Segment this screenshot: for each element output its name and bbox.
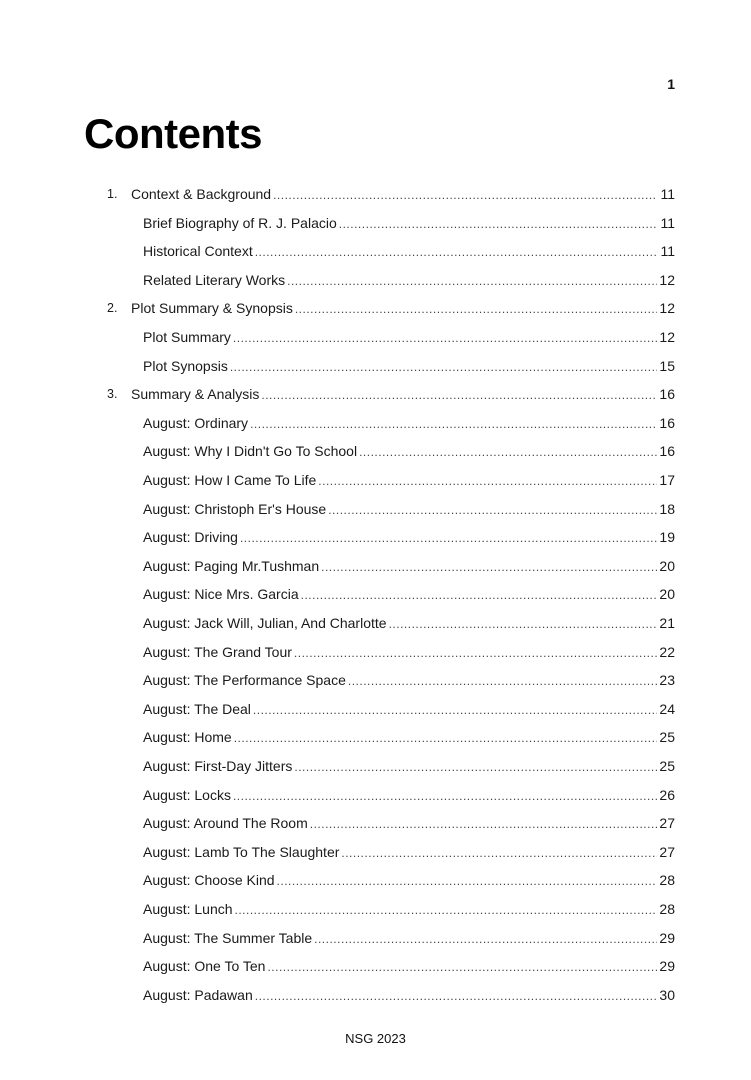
dot-leader (328, 496, 657, 524)
toc-entry[interactable] (0, 838, 751, 866)
dot-leader (339, 210, 657, 238)
dot-leader (341, 839, 657, 867)
toc-entry-label[interactable]: August: Lamb To The Slaughter (143, 843, 340, 860)
toc-entry[interactable] (0, 380, 751, 408)
dot-leader (301, 581, 657, 609)
toc-entry-page[interactable]: 20 (659, 557, 675, 574)
toc-entry-page[interactable]: 16 (659, 443, 675, 460)
toc-entry-page[interactable]: 18 (659, 500, 675, 517)
toc-entry[interactable] (0, 924, 751, 952)
toc-entry-label[interactable]: Plot Synopsis (143, 357, 228, 374)
toc-entry-line (143, 723, 675, 752)
toc-entry-page[interactable]: 15 (659, 357, 675, 374)
toc-entry-page[interactable]: 12 (659, 329, 675, 345)
dot-leader (389, 610, 657, 638)
dot-leader (294, 639, 657, 667)
toc-entry-page[interactable]: 22 (659, 643, 675, 660)
toc-entry-label[interactable]: August: Lunch (143, 901, 233, 917)
toc-entry-line (143, 809, 675, 838)
page-footer: NSG 2023 (345, 1031, 406, 1046)
toc-entry-label[interactable]: Context & Background (131, 186, 272, 202)
toc-entry-line (143, 952, 675, 981)
toc-entry-page[interactable]: 24 (659, 700, 675, 717)
toc-entry-label[interactable]: August: Why I Didn't Go To School (143, 443, 358, 460)
toc-entry[interactable] (0, 237, 751, 265)
toc-entry-label[interactable]: August: First-Day Jitters (143, 758, 293, 774)
toc-entry[interactable] (0, 752, 751, 780)
dot-leader (294, 753, 657, 781)
toc-entry[interactable] (0, 666, 751, 694)
toc-entry-page[interactable]: 27 (659, 843, 675, 860)
toc-entry-line (143, 666, 675, 695)
toc-entry-line (143, 552, 675, 581)
toc-entry-label[interactable]: August: Locks (143, 786, 231, 803)
toc-entry-line (131, 294, 675, 323)
dot-leader (233, 324, 657, 352)
toc-entry-line (143, 352, 675, 381)
toc-entry[interactable] (0, 809, 751, 837)
toc-entry-line (143, 895, 675, 924)
toc-entry-line (143, 323, 675, 352)
toc-entry-label[interactable]: Summary & Analysis (131, 386, 260, 403)
toc-entry-page[interactable]: 16 (659, 386, 675, 403)
toc-entry-page[interactable]: 25 (659, 758, 675, 774)
toc-entry-line (143, 924, 675, 953)
toc-entry-page[interactable]: 28 (659, 901, 675, 917)
dot-leader (359, 438, 657, 466)
toc-entry[interactable] (0, 209, 751, 237)
toc-entry[interactable] (0, 523, 751, 551)
toc-entry[interactable] (0, 580, 751, 608)
toc-entry-label[interactable]: August: Jack Will, Julian, And Charlotte (143, 615, 387, 631)
toc-entry-number: 3. (107, 387, 118, 402)
toc-entry-page[interactable]: 21 (659, 615, 675, 631)
toc-entry[interactable] (0, 495, 751, 523)
toc-entry-line (143, 609, 675, 638)
toc-entry-label[interactable]: August: The Performance Space (143, 672, 346, 689)
dot-leader (230, 353, 657, 381)
toc-entry-page[interactable]: 11 (660, 243, 675, 260)
toc-entry-number: 2. (107, 301, 118, 316)
dot-leader (321, 553, 657, 581)
toc-entry-label[interactable]: August: Paging Mr.Tushman (143, 557, 320, 574)
toc-entry-page[interactable]: 20 (659, 586, 675, 603)
toc-entry-label[interactable]: Plot Summary & Synopsis (131, 300, 293, 317)
toc-entry-label[interactable]: August: Choose Kind (143, 872, 275, 889)
toc-entry-page[interactable]: 11 (660, 186, 675, 202)
toc-entry-line (143, 981, 675, 1010)
toc-entry[interactable] (0, 781, 751, 809)
toc-entry-label[interactable]: Plot Summary (143, 329, 231, 345)
toc-entry[interactable] (0, 266, 751, 294)
toc-entry-label[interactable]: August: The Deal (143, 700, 251, 717)
toc-entry-page[interactable]: 11 (660, 214, 675, 231)
toc-entry[interactable] (0, 466, 751, 494)
toc-entry-line (131, 380, 675, 409)
toc-entry-line (143, 580, 675, 609)
toc-entry-page[interactable]: 25 (659, 729, 675, 746)
toc-entry-label[interactable]: August: Padawan (143, 986, 253, 1003)
toc-entry[interactable] (0, 895, 751, 923)
toc-entry[interactable] (0, 437, 751, 465)
toc-entry-line (131, 180, 675, 209)
toc-entry-line (143, 695, 675, 724)
dot-leader (240, 524, 657, 552)
dot-leader (295, 295, 657, 323)
dot-leader (267, 953, 657, 981)
toc-entry-label[interactable]: Brief Biography of R. J. Palacio (143, 214, 337, 231)
dot-leader (233, 782, 657, 810)
toc-entry-line (143, 838, 675, 867)
page-title: Contents (84, 110, 262, 157)
toc-entry-page[interactable]: 12 (659, 271, 675, 288)
toc-entry-page[interactable]: 27 (659, 815, 675, 832)
toc-entry-page[interactable]: 29 (659, 958, 675, 975)
toc-entry[interactable] (0, 180, 751, 208)
toc-entry-line (143, 781, 675, 810)
page-number: 1 (667, 76, 675, 92)
toc-entry-label[interactable]: August: Driving (143, 529, 238, 546)
dot-leader (318, 467, 657, 495)
toc-entry-page[interactable]: 17 (659, 472, 675, 488)
toc-entry-page[interactable]: 29 (659, 929, 675, 946)
toc-entry-label[interactable]: August: Christoph Er's House (143, 500, 327, 517)
dot-leader (348, 667, 657, 695)
toc-entry-label[interactable]: Related Literary Works (143, 271, 286, 288)
toc-entry-label[interactable]: August: Nice Mrs. Garcia (143, 586, 299, 603)
toc-entry-label[interactable]: Historical Context (143, 243, 253, 260)
toc-entry-line (143, 266, 675, 295)
toc-entry[interactable] (0, 609, 751, 637)
toc-entry[interactable] (0, 409, 751, 437)
toc-entry[interactable] (0, 294, 751, 322)
toc-entry[interactable] (0, 952, 751, 980)
toc-entry-label[interactable]: August: How I Came To Life (143, 472, 317, 488)
toc-entry-line (143, 866, 675, 895)
toc-entry[interactable] (0, 352, 751, 380)
toc-entry-page[interactable]: 19 (659, 529, 675, 546)
dot-leader (273, 181, 657, 209)
toc-entry-line (143, 523, 675, 552)
toc-entry-line (143, 752, 675, 781)
dot-leader (310, 810, 657, 838)
toc-entry-label[interactable]: August: The Grand Tour (143, 643, 292, 660)
toc-entry-page[interactable]: 12 (659, 300, 675, 317)
dot-leader (255, 238, 657, 266)
dot-leader (277, 867, 657, 895)
toc-entry-label[interactable]: August: Around The Room (143, 815, 308, 832)
toc-entry-page[interactable]: 28 (659, 872, 675, 889)
toc-entry-line (143, 237, 675, 266)
toc-entry-label[interactable]: August: Ordinary (143, 414, 249, 431)
toc-entry-line (143, 495, 675, 524)
toc-entry-line (143, 437, 675, 466)
dot-leader (253, 696, 657, 724)
toc-entry-page[interactable]: 16 (659, 414, 675, 431)
toc-entry-page[interactable]: 23 (659, 672, 675, 689)
dot-leader (250, 410, 657, 438)
toc-entry[interactable] (0, 323, 751, 351)
toc-entry-line (143, 409, 675, 438)
toc-entry-page[interactable]: 26 (659, 786, 675, 803)
toc-entry-page[interactable]: 30 (659, 986, 675, 1003)
toc-entry[interactable] (0, 695, 751, 723)
dot-leader (314, 925, 657, 953)
toc-entry[interactable] (0, 866, 751, 894)
dot-leader (235, 896, 657, 924)
toc-entry-label[interactable]: August: Home (143, 729, 232, 746)
toc-entry-line (143, 209, 675, 238)
dot-leader (234, 724, 657, 752)
toc-entry-line (143, 638, 675, 667)
dot-leader (255, 982, 657, 1010)
toc-entry[interactable] (0, 552, 751, 580)
dot-leader (287, 267, 657, 295)
toc-entry[interactable] (0, 723, 751, 751)
toc-entry-number: 1. (107, 187, 118, 201)
toc-entry-label[interactable]: August: The Summer Table (143, 929, 313, 946)
toc-entry-line (143, 466, 675, 495)
toc-entry[interactable] (0, 981, 751, 1009)
dot-leader (261, 381, 657, 409)
toc-entry-label[interactable]: August: One To Ten (143, 958, 266, 975)
toc-entry[interactable] (0, 638, 751, 666)
